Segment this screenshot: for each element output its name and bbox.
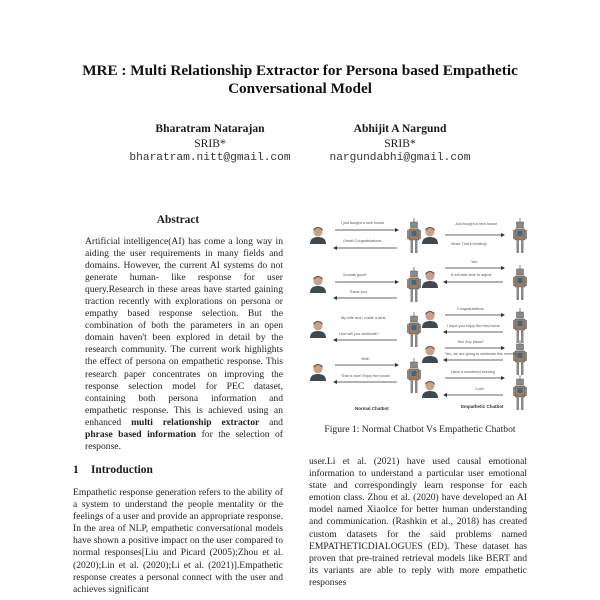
chat-message: My wife and I made a deal: [341, 316, 386, 320]
section-heading: [73, 464, 153, 476]
chat-message: I just bought a new house: [341, 221, 385, 225]
abstract-body: [85, 236, 283, 453]
title-line-2: Conversational Model: [228, 80, 372, 97]
abstract-text: Artificial intelligence(AI) has come a long way in aiding the user requirements in many fields and domains. However, the current AI systems do not generate human- like response for user query.Research in these areas have started gaining traction recently with explorations on persona or empathy based response selection. But the combination of both the parameters in an open domain haven't been explored in detail by the research community. The current work highlights the effect of persona on empathetic response. This research paper concentrates on improving the response selection model for PEC dataset, containing both persona information and empathetic response. This is achieved using an enhanced: [85, 236, 283, 428]
intro-left-column: Empathetic response generation refers to the ability of a system to understand the people mentality or the feelings of a user and provide an appropriate response. In the area of NLP, empathetic conversational models have shown a positive impact on the user compared to normal responses[Liu and Picard (2005);Zhou et al. (2020);Lin et al. (2020);Li et al. (2021)].Empathetic response creates a personal connect with the user and achieves significant: [73, 487, 283, 595]
figure-1: [305, 210, 535, 410]
author-email[interactable]: bharatram.nitt@gmail.com: [129, 152, 291, 164]
chat-message: Have a wonderful evening: [451, 370, 495, 374]
abstract-text: for the selection of response.: [85, 428, 283, 452]
author-name: Bharatram Natarajan: [155, 122, 265, 135]
abstract-text: and: [259, 416, 283, 428]
abstract-heading: Abstract: [156, 214, 200, 226]
chat-message: I hope you enjoy the new home: [447, 324, 500, 328]
empathetic-chatbot-label: Empathetic Chatbot: [461, 404, 504, 409]
chat-message: Just bought a new house: [455, 222, 498, 226]
chat-message: Wow! That's exciting!: [451, 242, 487, 246]
author-name: Abhijit A Nargund: [353, 122, 447, 135]
title-line-1: MRE : Multi Relationship Extractor for Persona based Empathetic: [82, 62, 518, 79]
abstract-bold-term: phrase based information: [85, 428, 197, 440]
normal-chatbot-label: Normal Chatbot: [355, 406, 389, 411]
chat-message: Yes: [471, 260, 478, 264]
intro-right-column: user.Li et al. (2021) have used causal emotional information to understand a particular user emotional state and correspondingly learn response for each emotion class. Zhou et al. (2020) have developed an AI model named XiaoIce for better human understanding and communication. (Rashkin et al., 2018) has created custom datasets for the said problems named EMPATHETICDIALOGUES (ED). These dataset has proven that pre-trained retrieval models like BERT and its variants are able to reply with more empathetic responses: [309, 456, 527, 588]
author-block-1: [100, 121, 320, 166]
author-email[interactable]: nargundabhi@gmail.com: [329, 152, 471, 164]
chat-message: Congratulations: [457, 307, 484, 311]
chat-message: How will you celebrate?: [339, 332, 379, 336]
chat-message: Great! Congratulations: [343, 239, 382, 243]
paper-title: [0, 62, 600, 98]
author-affiliation: SRIB*: [384, 137, 416, 150]
section-title: Introduction: [91, 464, 153, 476]
chat-message: Yes! Any plans?: [457, 340, 484, 344]
figure-caption: Figure 1: Normal Chatbot Vs Empathetic Chatbot: [324, 424, 516, 435]
chat-message: Sounds good!: [343, 273, 367, 277]
author-affiliation: SRIB*: [194, 137, 226, 150]
section-number: 1: [73, 464, 79, 476]
author-block-2: [290, 121, 510, 166]
chat-message: It will take time to adjust: [451, 273, 492, 277]
chat-message: Thank you: [349, 290, 367, 294]
chat-message: Yes, we are going to celebrate this evening: [445, 352, 518, 356]
chat-message: That is nice! Enjoy the house: [341, 374, 390, 378]
chat-message: Yeah: [361, 357, 370, 361]
chat-message: Cool!: [475, 387, 484, 391]
chatbot-comparison-diagram: [305, 210, 535, 410]
abstract-bold-term: multi relationship extractor: [131, 416, 260, 428]
